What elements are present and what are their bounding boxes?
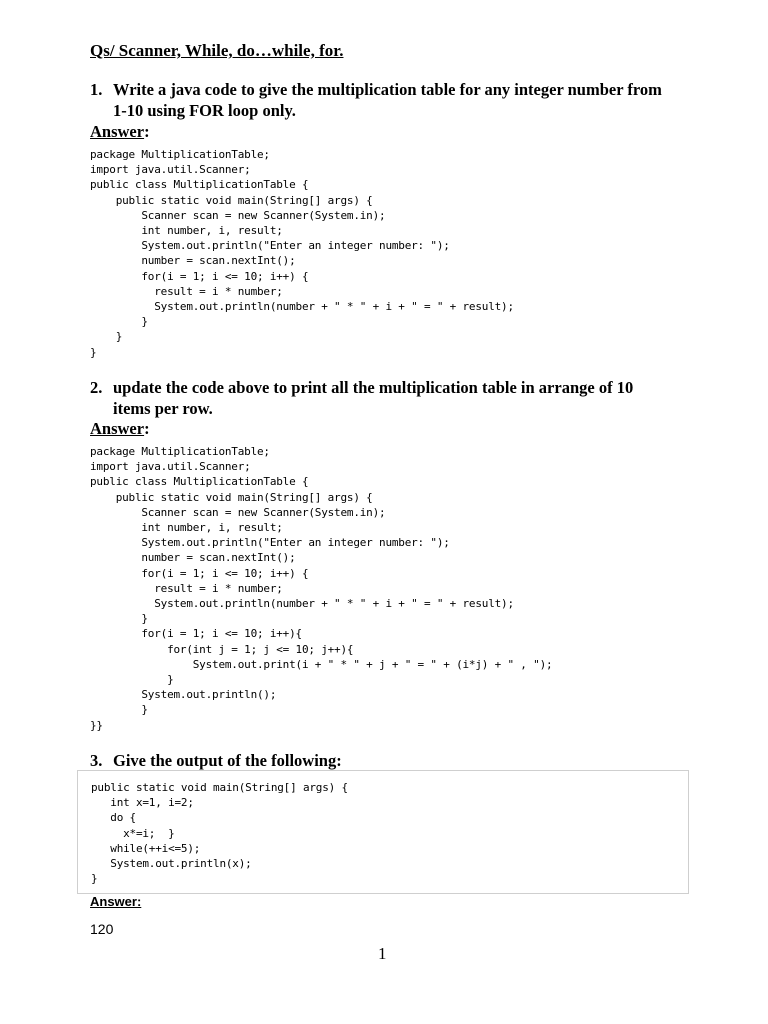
question-3: [90, 750, 673, 771]
question-2: [90, 377, 673, 419]
question-2-code-block: package MultiplicationTable; import java.util.Scanner; public class MultiplicationTable { public static void main(String[] args) { Scanner scan = new Scanner(System.in); int number, i, result; System.out.println("Enter an integer number: "); number = scan.nextInt(); for(i = 1; i <= 10; i++) { result = i * number; System.out.println(number + " * " + i + " = " + result); } for(i = 1; i <= 10; i++){ for(int j = 1; j <= 10; j++){ System.out.print(i + " * " + j + " = " + (i*j) + " , "); } System.out.println(); } }}: [90, 445, 553, 732]
question-3-answer-value: 120: [90, 921, 114, 937]
page-number: 1: [378, 944, 387, 963]
question-2-number: 2.: [90, 378, 103, 397]
question-2-text: update the code above to print all the multiplication table in arrange of 10 items per row.: [113, 378, 634, 418]
question-1: [90, 79, 673, 121]
document-heading: Qs/ Scanner, While, do…while, for.: [90, 41, 344, 60]
question-1-answer-label: Answer:: [90, 122, 150, 141]
question-3-code-box: [77, 770, 689, 894]
question-1-code-block: package MultiplicationTable; import java.util.Scanner; public class MultiplicationTable { public static void main(String[] args) { Scanner scan = new Scanner(System.in); int number, i, result; System.out.println("Enter an integer number: "); number = scan.nextInt(); for(i = 1; i <= 10; i++) { result = i * number; System.out.println(number + " * " + i + " = " + result); } } }: [90, 148, 514, 359]
question-1-number: 1.: [90, 80, 103, 99]
question-3-code-block: public static void main(String[] args) { int x=1, i=2; do { x*=i; } while(++i<=5); System.out.println(x); }: [91, 781, 348, 886]
question-1-text: Write a java code to give the multiplication table for any integer number from 1-10 using FOR loop only.: [113, 80, 662, 120]
question-3-number: 3.: [90, 751, 103, 770]
question-2-answer-label: Answer:: [90, 419, 150, 438]
question-3-text: Give the output of the following:: [113, 751, 342, 770]
question-3-answer-label: Answer:: [90, 894, 142, 909]
